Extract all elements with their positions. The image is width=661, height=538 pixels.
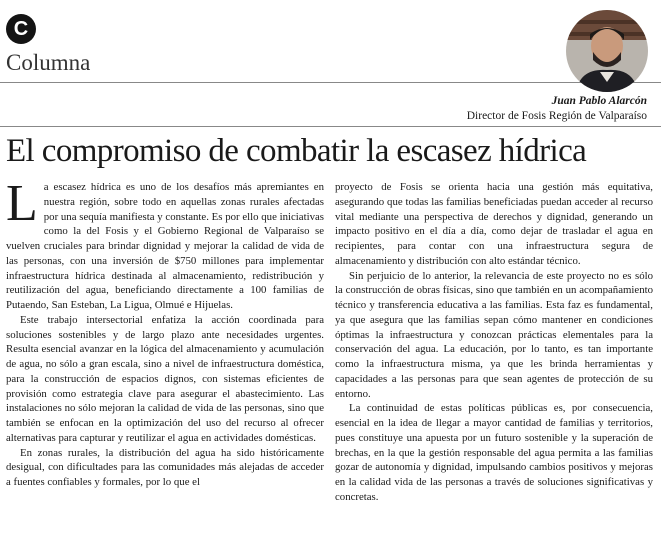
paragraph: Este trabajo intersectorial enfatiza la acción coordinada para soluciones sostenibles y de largo plazo ante necesidades urgentes. Resulta esencial avanzar en la lógica del almacenamiento y acumulación de agua, no sólo a gran escala, sino a nivel de infraestructura doméstica, para la construcción de espacios dignos, con sistemas eficientes de provisión como estrategia clave para asegurar el abastecimiento. Las instalaciones no sólo mejoran la calidad de vida de las personas, sino que también se enfocan en la optimización del uso del recurso al ofrecer alternativas para capturar y reutilizar el agua en actividades domésticas.	[6, 313, 324, 444]
headline: El compromiso de combatir la escasez hídrica	[6, 133, 587, 169]
drop-cap: L	[6, 175, 38, 232]
author-role: Director de Fosis Región de Valparaíso	[466, 110, 647, 122]
author-photo	[566, 10, 648, 92]
article-column-right	[335, 180, 653, 505]
column-badge: C	[6, 14, 36, 44]
author-name: Juan Pablo Alarcón	[551, 95, 647, 107]
paragraph: proyecto de Fosis se orienta hacia una gestión más equitativa, asegurando que todas las familias beneficiadas puedan acceder al recurso vital mediante una perspectiva de derechos y dignidad, generando un impacto positivo en el día a día, como dejar de trasladar el agua en recipientes, para contar con una infraestructura segura de almacenamiento y distribución con alto estándar técnico.	[335, 181, 653, 267]
paragraph: En zonas rurales, la distribución del agua ha sido históricamente desigual, con dificultades para las comunidades más alejadas de acceder a fuentes confiables y formales, por lo que el	[6, 446, 324, 488]
paragraph: La escasez hídrica es uno de los desafíos más apremiantes en nuestra región, sobre todo en aquellas zonas rurales afectadas por una sequía manifiesta y constante. Es por ello que iniciativas como la del Fosis y el Gobierno Regional de Valparaíso se vuelven cruciales para brindar dignidad y mejorar la calidad de vida de las personas, con una inversión de $750 millones para implementar infraestructura hídrica destinada al almacenamiento, redistribución y reutilización del agua, beneficiando directamente a 100 familias de Putaendo, San Esteban, La Ligua, Olmué e Hijuelas.	[6, 175, 324, 311]
author-byline	[467, 94, 647, 124]
header-divider	[0, 82, 661, 83]
paragraph: Sin perjuicio de lo anterior, la relevancia de este proyecto no es sólo la construcción de obras físicas, sino que también en un acompañamiento técnico y transferencia educativa a las familias. Esta faz es fundamental, ya que asegura que las familias sepan cómo mantener en condiciones óptimas la infraestructura y conozcan prácticas elementales para la conservación del agua. La educación, por lo tanto, es tan importante como la infraestructura misma, ya que les brinda herramientas y capacidades a las personas para que sean agentes de protección de su entorno.	[335, 269, 653, 400]
paragraph: La continuidad de estas políticas públicas es, por consecuencia, esencial en la idea de llegar a mayor cantidad de familias y territorios, pues constituye una apuesta por un futuro sostenible y la superación de brechas, en la que la gestión responsable del agua permita a las familias gozar de autonomía y dignidad, impulsando cambios positivos y mejoras en la calidad vida de las personas a través de soluciones significativas y concretas.	[335, 402, 653, 503]
headline-divider	[0, 126, 661, 127]
article-column-left	[6, 175, 324, 490]
section-title: Columna	[6, 50, 91, 75]
